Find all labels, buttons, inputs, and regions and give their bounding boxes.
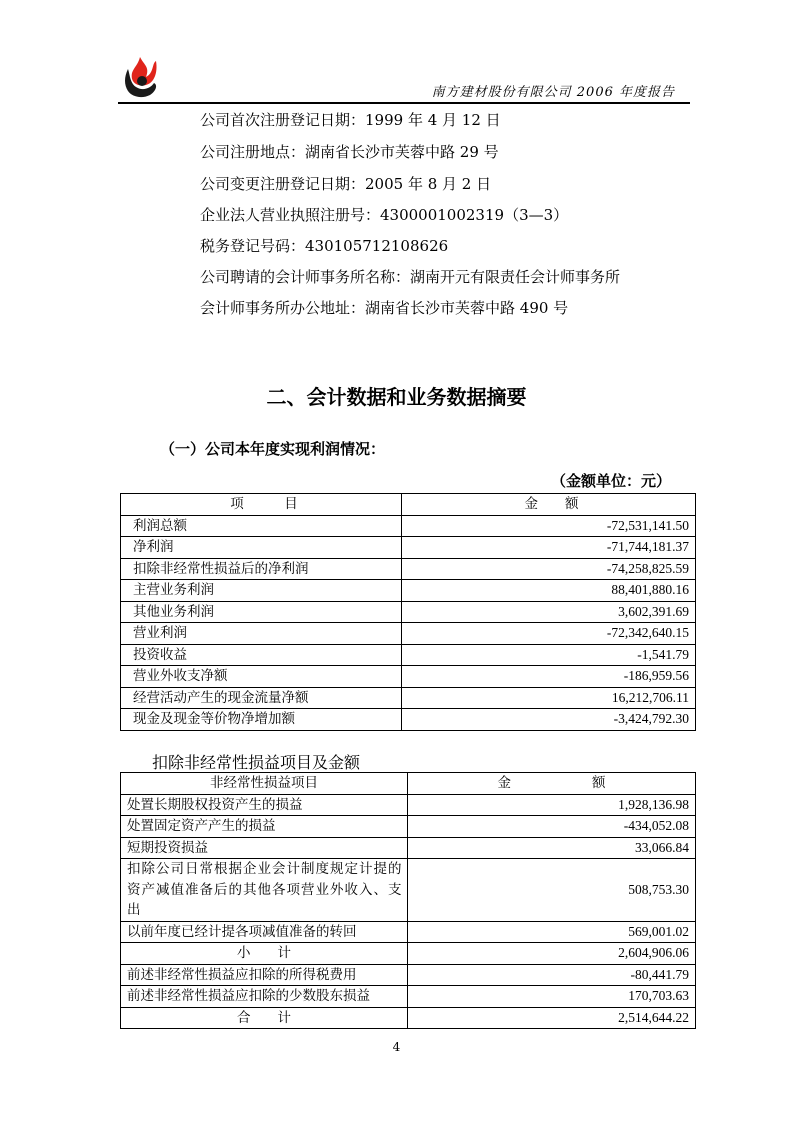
amount-value: 88,401,880.16 xyxy=(402,580,696,602)
item-label: 合 计 xyxy=(121,1007,408,1029)
table-row xyxy=(121,816,696,838)
non-recurring-items-table xyxy=(120,772,696,1029)
table-row xyxy=(121,644,696,666)
info-line: 公司变更注册登记日期：2005 年 8 月 2 日 xyxy=(200,175,492,193)
table-row xyxy=(121,601,696,623)
amount-value: -1,541.79 xyxy=(402,644,696,666)
item-label: 经营活动产生的现金流量净额 xyxy=(121,687,402,709)
table-row xyxy=(121,794,696,816)
amount-value: 2,514,644.22 xyxy=(408,1007,696,1029)
table-row xyxy=(121,558,696,580)
info-line: 公司注册地点：湖南省长沙市芙蓉中路 29 号 xyxy=(200,143,499,161)
amount-value: -72,342,640.15 xyxy=(402,623,696,645)
table-row xyxy=(121,515,696,537)
amount-value: 33,066.84 xyxy=(408,837,696,859)
running-header: 南方建材股份有限公司 2006 年度报告 xyxy=(431,85,675,100)
info-line: 公司首次注册登记日期：1999 年 4 月 12 日 xyxy=(200,111,501,129)
item-label: 处置长期股权投资产生的损益 xyxy=(121,794,408,816)
header-cell: 非经常性损益项目 xyxy=(121,773,408,795)
header-cell: 项 目 xyxy=(121,494,402,516)
company-logo-icon xyxy=(120,55,158,101)
table-row xyxy=(121,859,696,922)
table-row xyxy=(121,537,696,559)
item-label: 前述非经常性损益应扣除的少数股东损益 xyxy=(121,986,408,1008)
header-cell: 金 额 xyxy=(408,773,696,795)
item-label: 扣除非经常性损益后的净利润 xyxy=(121,558,402,580)
table-row xyxy=(121,964,696,986)
amount-value: -80,441.79 xyxy=(408,964,696,986)
unit-label: （金额单位：元） xyxy=(550,472,671,490)
amount-value: -186,959.56 xyxy=(402,666,696,688)
info-line: 会计师事务所办公地址：湖南省长沙市芙蓉中路 490 号 xyxy=(200,299,569,317)
table-row xyxy=(121,837,696,859)
amount-value: 2,604,906.06 xyxy=(408,943,696,965)
table2-caption: 扣除非经常性损益项目及金额 xyxy=(152,753,361,772)
item-label: 营业利润 xyxy=(121,623,402,645)
table-row xyxy=(121,666,696,688)
info-line: 税务登记号码：430105712108626 xyxy=(200,237,449,255)
table-row xyxy=(121,921,696,943)
amount-value: -74,258,825.59 xyxy=(402,558,696,580)
item-label: 短期投资损益 xyxy=(121,837,408,859)
amount-value: -71,744,181.37 xyxy=(402,537,696,559)
table-row xyxy=(121,1007,696,1029)
item-label: 小 计 xyxy=(121,943,408,965)
amount-value: -434,052.08 xyxy=(408,816,696,838)
header-cell: 金 额 xyxy=(402,494,696,516)
item-label: 扣除公司日常根据企业会计制度规定计提的资产减值准备后的其他各项营业外收入、支出 xyxy=(121,859,408,922)
amount-value: 569,001.02 xyxy=(408,921,696,943)
table-row xyxy=(121,687,696,709)
amount-value: -3,424,792.30 xyxy=(402,709,696,731)
table-row xyxy=(121,709,696,731)
amount-value: 1,928,136.98 xyxy=(408,794,696,816)
info-line: 企业法人营业执照注册号：4300001002319（3—3） xyxy=(200,206,569,224)
amount-value: -72,531,141.50 xyxy=(402,515,696,537)
item-label: 现金及现金等价物净增加额 xyxy=(121,709,402,731)
profit-table xyxy=(120,493,696,731)
table-header-row xyxy=(121,494,696,516)
table-header-row xyxy=(121,773,696,795)
amount-value: 508,753.30 xyxy=(408,859,696,922)
item-label: 利润总额 xyxy=(121,515,402,537)
item-label: 投资收益 xyxy=(121,644,402,666)
item-label: 其他业务利润 xyxy=(121,601,402,623)
page-number: 4 xyxy=(392,1040,401,1054)
table-row xyxy=(121,986,696,1008)
amount-value: 170,703.63 xyxy=(408,986,696,1008)
table-row xyxy=(121,580,696,602)
subsection-title: （一）公司本年度实现利润情况： xyxy=(160,440,386,458)
item-label: 主营业务利润 xyxy=(121,580,402,602)
header-rule xyxy=(118,102,690,104)
section-title: 二、会计数据和业务数据摘要 xyxy=(266,385,527,409)
info-line: 公司聘请的会计师事务所名称：湖南开元有限责任会计师事务所 xyxy=(200,268,621,286)
amount-value: 16,212,706.11 xyxy=(402,687,696,709)
item-label: 处置固定资产产生的损益 xyxy=(121,816,408,838)
item-label: 以前年度已经计提各项减值准备的转回 xyxy=(121,921,408,943)
table-row xyxy=(121,623,696,645)
item-label: 前述非经常性损益应扣除的所得税费用 xyxy=(121,964,408,986)
item-label: 净利润 xyxy=(121,537,402,559)
table-row xyxy=(121,943,696,965)
item-label: 营业外收支净额 xyxy=(121,666,402,688)
amount-value: 3,602,391.69 xyxy=(402,601,696,623)
